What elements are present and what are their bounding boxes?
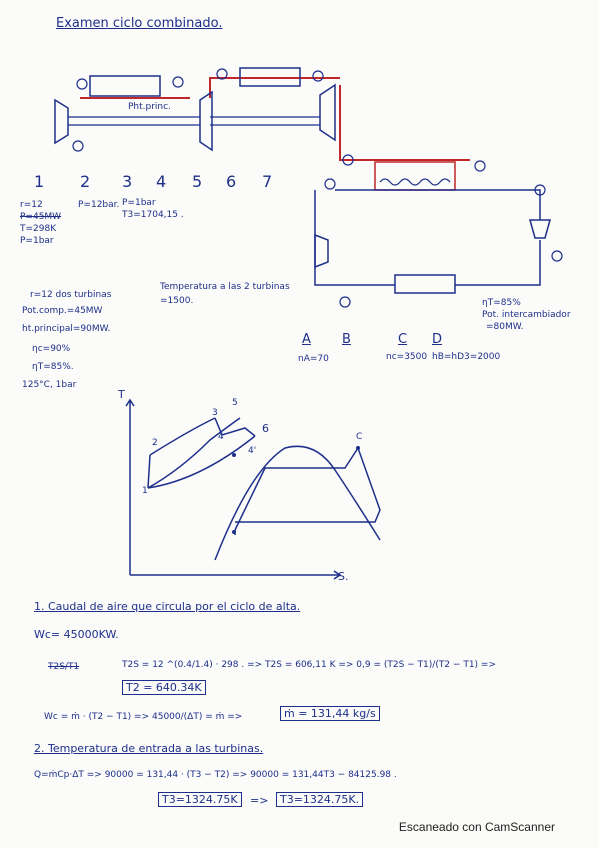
given-pot-comp: Pot.comp.=45MW bbox=[22, 306, 103, 316]
part1-wc-equation: Wc = ṁ · (T2 − T1) => 45000/(ΔT) = ṁ => bbox=[44, 712, 243, 722]
heater-label: Pht.princ. bbox=[128, 102, 171, 112]
given-eta-t: ηT=85%. bbox=[32, 362, 74, 372]
rankine-note-d: hB=hD3=2000 bbox=[432, 352, 501, 362]
part1-heading: 1. Caudal de aire que circula por el ciclo de alta. bbox=[34, 600, 301, 613]
ts-label-4: 4 bbox=[218, 432, 224, 442]
state-2: 2 bbox=[80, 172, 91, 191]
given-eta-c: ηc=90% bbox=[32, 344, 71, 354]
t3-result-box-2: T3=1324.75K. bbox=[276, 792, 363, 807]
s-axis-label: S. bbox=[338, 570, 349, 583]
given-turbine-temp: Temperatura a las 2 turbinas bbox=[160, 282, 290, 292]
part2-arrow: => bbox=[250, 794, 269, 807]
given-pot-intercambiador: Pot. intercambiador bbox=[482, 310, 571, 320]
state1-t: T=298K bbox=[20, 224, 57, 234]
given-ht-principal: ht.principal=90MW. bbox=[22, 324, 111, 334]
ts-label-2: 2 bbox=[152, 438, 158, 448]
rankine-a: A bbox=[302, 332, 311, 347]
rankine-note-a: nA=70 bbox=[298, 354, 329, 364]
state2-p: P=12bar. bbox=[78, 200, 120, 210]
state3-p: P=1bar bbox=[122, 198, 156, 208]
part1-t2s-note: T2S/T1 bbox=[48, 662, 80, 672]
state1-r: r=12 bbox=[20, 200, 43, 210]
ts-label-1: 1 bbox=[142, 486, 148, 496]
given-inlet: 125°C, 1bar bbox=[22, 380, 77, 390]
state-3: 3 bbox=[122, 172, 133, 191]
state-4: 4 bbox=[156, 172, 167, 191]
t-axis-label: T bbox=[118, 388, 125, 401]
rankine-note-c: nc=3500 bbox=[386, 352, 428, 362]
state-5: 5 bbox=[192, 172, 203, 191]
mass-flow-result-box: ṁ = 131,44 kg/s bbox=[280, 706, 380, 721]
scanner-footer: Escaneado con CamScanner bbox=[398, 820, 555, 834]
state-7: 7 bbox=[262, 172, 273, 191]
rankine-c: C bbox=[398, 332, 408, 347]
ts-label-c: C bbox=[356, 432, 363, 442]
given-turbine-temp-value: =1500. bbox=[160, 296, 194, 306]
state3-t: T3=1704,15 . bbox=[122, 210, 184, 220]
given-eta-t2: ηT=85% bbox=[482, 298, 521, 308]
ts-label-6: 6 bbox=[262, 422, 269, 435]
given-r: r=12 dos turbinas bbox=[30, 290, 112, 300]
page-title: Examen ciclo combinado. bbox=[56, 16, 223, 31]
rankine-d: D bbox=[432, 332, 443, 347]
state1-pot: P=45MW bbox=[20, 212, 62, 222]
t2-result-box: T2 = 640.34K bbox=[122, 680, 206, 695]
state-1: 1 bbox=[34, 172, 45, 191]
rankine-b: B bbox=[342, 332, 351, 347]
ts-label-4prime: 4' bbox=[248, 446, 257, 456]
part2-q-equation: Q=ṁCp·ΔT => 90000 = 131,44 · (T3 − T2) => 90000 = 131,44T3 − 84125.98 . bbox=[34, 770, 397, 780]
part1-wc: Wc= 45000KW. bbox=[34, 628, 119, 641]
part1-t2s-equation: T2S = 12 ^(0.4/1.4) · 298 . => T2S = 606,11 K => 0,9 = (T2S − T1)/(T2 − T1) => bbox=[122, 660, 497, 670]
state-6: 6 bbox=[226, 172, 237, 191]
state1-p: P=1bar bbox=[20, 236, 54, 246]
t3-result-box: T3=1324.75K bbox=[158, 792, 242, 807]
ts-label-3: 3 bbox=[212, 408, 218, 418]
ts-label-5: 5 bbox=[232, 398, 238, 408]
part2-heading: 2. Temperatura de entrada a las turbinas. bbox=[34, 742, 264, 755]
given-pot-intercambiador-value: =80MW. bbox=[486, 322, 524, 332]
cycle-schematic bbox=[0, 0, 599, 330]
